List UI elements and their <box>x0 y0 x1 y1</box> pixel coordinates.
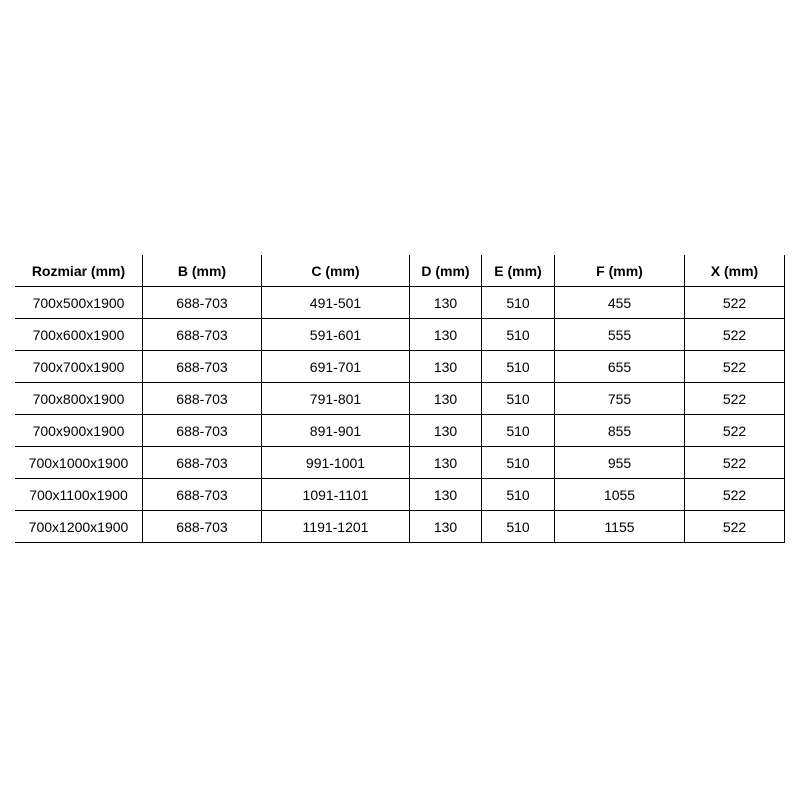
table-cell: 1055 <box>555 479 685 511</box>
table-cell: 688-703 <box>143 287 262 319</box>
table-body <box>15 287 785 543</box>
table-cell: 522 <box>685 319 785 351</box>
table-cell: 522 <box>685 415 785 447</box>
table-cell: 130 <box>410 319 482 351</box>
table-cell: 991-1001 <box>262 447 410 479</box>
column-header: E (mm) <box>482 255 555 287</box>
header-row <box>15 255 785 287</box>
table-cell: 1155 <box>555 511 685 543</box>
table-row <box>15 319 785 351</box>
table-row <box>15 447 785 479</box>
table-row <box>15 479 785 511</box>
column-header: Rozmiar (mm) <box>15 255 143 287</box>
table-cell: 130 <box>410 383 482 415</box>
table-cell: 130 <box>410 479 482 511</box>
table-cell: 755 <box>555 383 685 415</box>
table-cell: 510 <box>482 383 555 415</box>
table-cell: 510 <box>482 319 555 351</box>
table-cell: 510 <box>482 415 555 447</box>
table-cell: 510 <box>482 351 555 383</box>
table-cell: 510 <box>482 447 555 479</box>
table-row <box>15 383 785 415</box>
table-cell: 700x900x1900 <box>15 415 143 447</box>
table-cell: 522 <box>685 447 785 479</box>
table-cell: 700x1000x1900 <box>15 447 143 479</box>
table-cell: 130 <box>410 511 482 543</box>
table-cell: 1191-1201 <box>262 511 410 543</box>
table-cell: 700x1200x1900 <box>15 511 143 543</box>
table-cell: 655 <box>555 351 685 383</box>
table-cell: 591-601 <box>262 319 410 351</box>
table-cell: 688-703 <box>143 415 262 447</box>
table-cell: 130 <box>410 447 482 479</box>
table-cell: 691-701 <box>262 351 410 383</box>
table-cell: 130 <box>410 287 482 319</box>
table-cell: 522 <box>685 383 785 415</box>
table-header <box>15 255 785 287</box>
table-cell: 688-703 <box>143 351 262 383</box>
table-cell: 688-703 <box>143 511 262 543</box>
table-cell: 510 <box>482 511 555 543</box>
table-cell: 1091-1101 <box>262 479 410 511</box>
table-cell: 688-703 <box>143 383 262 415</box>
column-header: C (mm) <box>262 255 410 287</box>
table-cell: 791-801 <box>262 383 410 415</box>
table-cell: 455 <box>555 287 685 319</box>
table-cell: 522 <box>685 287 785 319</box>
table-cell: 510 <box>482 479 555 511</box>
table-cell: 522 <box>685 351 785 383</box>
table-row <box>15 415 785 447</box>
table-cell: 510 <box>482 287 555 319</box>
size-table-container <box>15 255 785 543</box>
table-cell: 688-703 <box>143 479 262 511</box>
table-cell: 522 <box>685 479 785 511</box>
table-cell: 855 <box>555 415 685 447</box>
table-row <box>15 511 785 543</box>
column-header: F (mm) <box>555 255 685 287</box>
column-header: X (mm) <box>685 255 785 287</box>
table-cell: 955 <box>555 447 685 479</box>
table-cell: 891-901 <box>262 415 410 447</box>
table-cell: 522 <box>685 511 785 543</box>
table-row <box>15 287 785 319</box>
table-cell: 491-501 <box>262 287 410 319</box>
table-cell: 688-703 <box>143 319 262 351</box>
size-table <box>15 255 785 543</box>
table-cell: 130 <box>410 351 482 383</box>
table-cell: 700x700x1900 <box>15 351 143 383</box>
column-header: B (mm) <box>143 255 262 287</box>
table-cell: 700x500x1900 <box>15 287 143 319</box>
table-cell: 130 <box>410 415 482 447</box>
table-cell: 555 <box>555 319 685 351</box>
table-cell: 688-703 <box>143 447 262 479</box>
column-header: D (mm) <box>410 255 482 287</box>
table-row <box>15 351 785 383</box>
table-cell: 700x800x1900 <box>15 383 143 415</box>
table-cell: 700x1100x1900 <box>15 479 143 511</box>
table-cell: 700x600x1900 <box>15 319 143 351</box>
